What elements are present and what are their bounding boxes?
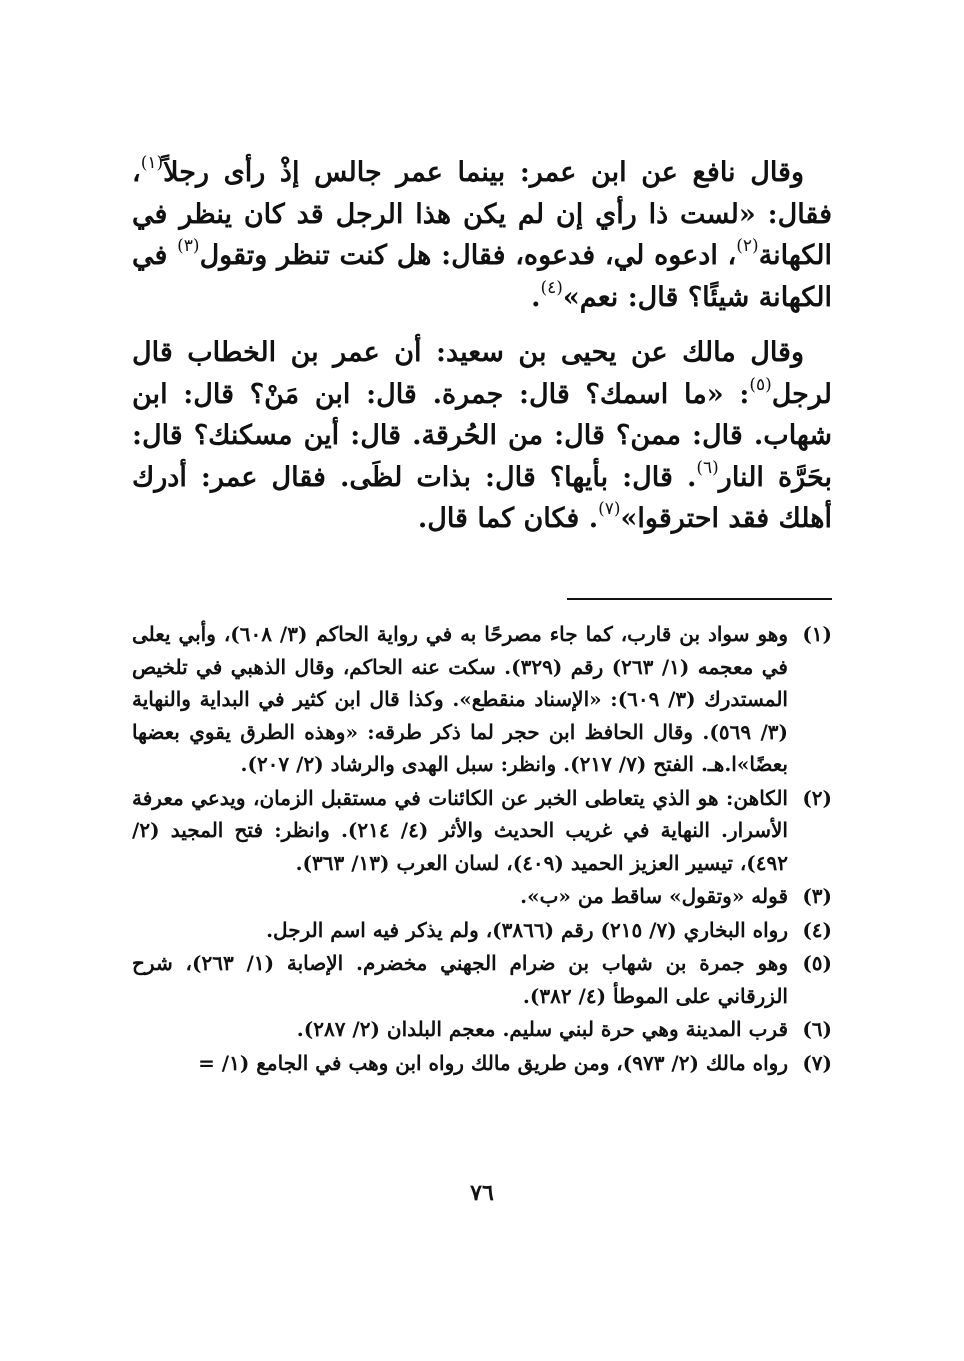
footnote-number: (٧) bbox=[802, 1050, 832, 1075]
footnote-3 bbox=[132, 880, 832, 913]
footnote-ref-1: (١) bbox=[140, 153, 164, 173]
footnote-ref-7: (٧) bbox=[598, 499, 621, 519]
footnote-ref-2: (٢) bbox=[736, 236, 759, 256]
footnote-number: (٢) bbox=[802, 785, 832, 810]
paragraph-1-text-3: ، ادعوه لي، فدعوه، فقال: هل كنت تنظر وتقول bbox=[199, 240, 737, 271]
footnote-ref-5: (٥) bbox=[749, 374, 772, 395]
paragraph-2-text-3: . قال: بأيها؟ قال: بذات لظَى. فقال عمر: أدرك أهلك فقد احترقوا» bbox=[132, 461, 832, 534]
footnote-4 bbox=[132, 914, 832, 947]
footnote-text: رواه البخاري (٧/ ٢١٥) رقم (٣٨٦٦)، ولم يذكر فيه اسم الرجل. bbox=[266, 917, 788, 942]
paragraph-1 bbox=[132, 152, 832, 318]
footnote-text: رواه مالك (٢/ ٩٧٣)، ومن طريق مالك رواه ابن وهب في الجامع (١/ = bbox=[198, 1050, 788, 1075]
paragraph-1-text-5: . bbox=[531, 281, 541, 313]
footnote-number: (٤) bbox=[802, 917, 832, 942]
footnote-ref-6: (٦) bbox=[696, 457, 719, 478]
footnote-separator bbox=[567, 598, 832, 600]
footnote-6 bbox=[132, 1013, 832, 1046]
paragraph-1-text-1: وقال نافع عن ابن عمر: بينما عمر جالس إذْ رأى رجلاً bbox=[163, 157, 804, 188]
paragraph-2 bbox=[132, 332, 832, 540]
footnote-text: قرب المدينة وهي حرة لبني سليم. معجم البلدان (٢/ ٢٨٧). bbox=[296, 1017, 788, 1041]
main-text bbox=[132, 152, 832, 540]
footnote-text: وهو سواد بن قارب، كما جاء مصرحًا به في رواية الحاكم (٣/ ٦٠٨)، وأبي يعلى في معجمه (١/ ٢٦٣) رقم (٣٢٩). سكت عنه الحاكم، وقال الذهبي في تلخيص المستدرك (٣/ ٦٠٩): «الإسناد منقطع». وكذا قال ابن كثير في البداية والنهاية (٣/ ٥٦٩). وقال الحافظ ابن حجر لما ذكر طرقه: «وهذه الطرق يقوي بعضها بعضًا»ا.هـ. الفتح (٧/ ٢١٧). وانظر: سبل الهدى والرشاد (٢/ ٢٠٧). bbox=[132, 622, 788, 776]
footnote-text: الكاهن: هو الذي يتعاطى الخبر عن الكائنات في مستقبل الزمان، ويدعي معرفة الأسرار. النهاية في غريب الحديث والأثر (٤/ ٢١٤). وانظر: فتح المجيد (٢/ ٤٩٢)، تيسير العزيز الحميد (٤٠٩)، لسان العرب (١٣/ ٣٦٣). bbox=[132, 785, 788, 875]
footnote-ref-3: (٣) bbox=[177, 236, 200, 256]
footnote-number: (٣) bbox=[802, 884, 832, 908]
footnote-5 bbox=[132, 947, 832, 1012]
footnote-text: قوله «وتقول» ساقط من «ب». bbox=[520, 884, 788, 908]
footnote-number: (٦) bbox=[802, 1017, 832, 1041]
paragraph-2-text-1: وقال مالك عن يحيى بن سعيد: أن عمر بن الخطاب قال لرجل bbox=[132, 337, 832, 410]
footnote-ref-4: (٤) bbox=[540, 277, 563, 298]
footnote-1 bbox=[132, 618, 832, 781]
footnote-text: وهو جمرة بن شهاب بن ضرام الجهني مخضرم. الإصابة (١/ ٢٦٣)، شرح الزرقاني على الموطأ (٤/ ٣٨٢). bbox=[132, 951, 789, 1008]
paragraph-1-text-2: ، فقال: «لست ذا رأي إن لم يكن هذا الرجل قد كان ينظر في الكهانة bbox=[132, 157, 832, 271]
paragraph-2-text-2: : «ما اسمك؟ قال: جمرة. قال: ابن مَنْ؟ قال: ابن شهاب. قال: ممن؟ قال: من الحُرقة. قال: أين مسكنك؟ قال: بحَرَّة النار bbox=[132, 378, 832, 493]
page-number: ٧٦ bbox=[470, 1180, 494, 1206]
footnote-number: (١) bbox=[802, 622, 832, 646]
paragraph-2-text-4: . فكان كما قال. bbox=[417, 503, 599, 534]
footnote-number: (٥) bbox=[802, 951, 832, 975]
paragraph-1-text-4: في الكهانة شيئًا؟ قال: نعم» bbox=[132, 240, 832, 313]
footnotes bbox=[132, 618, 832, 1080]
footnote-2 bbox=[132, 782, 832, 880]
footnote-7 bbox=[132, 1047, 832, 1080]
